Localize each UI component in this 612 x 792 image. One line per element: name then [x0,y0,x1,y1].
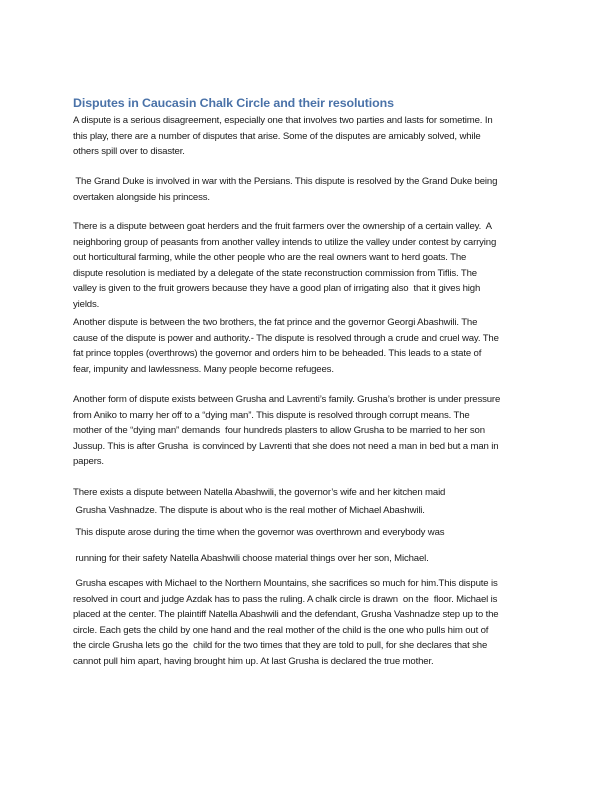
text-line: valley is given to the fruit growers because they have a good plan of irrigating also that it gives high [73,283,481,294]
text-line: Another dispute is between the two brothers, the fat prince and the governor Georgi Abashwili. The [73,317,478,328]
text-line: Grusha escapes with Michael to the Northern Mountains, she sacrifices so much for him.This dispute is [73,578,498,589]
text-line: dispute resolution is mediated by a delegate of the state reconstruction commission from Tiflis. The [73,267,477,279]
text-line: mother of the “dying man” demands four hundreds plasters to allow Grusha to be married to her son [73,425,485,436]
text-line: papers. [73,456,104,467]
text-line: out horticultural farming, while the other people who are the real owners want to herd goats. The [73,252,467,263]
text-line: This dispute arose during the time when the governor was overthrown and everybody was [73,527,445,538]
text-line: Jussup. This is after Grusha is convinced by Lavrenti that she does not need a man in bed but a man in [73,440,499,452]
text-line: fat prince topples (overthrows) the governor and orders him to be beheaded. This leads to a state of [73,348,482,359]
text-line: There exists a dispute between Natella Abashwili, the governor’s wife and her kitchen maid [73,487,446,498]
text-line: placed at the center. The plaintiff Natella Abashwili and the defendant, Grusha Vashnadze step up to the [73,609,499,620]
text-line: circle. Each gets the child by one hand and the real mother of the child is the one who pulls him out of [73,624,489,636]
text-line: this play, there are a number of disputes that arise. Some of the disputes are amicably solved, while [73,130,481,142]
text-line: the circle Grusha lets go the child for the two times that they are told to pull, for she declares that she [73,640,488,651]
text-line: Another form of dispute exists between Grusha and Lavrenti’s family. Grusha’s brother is under pressure [73,394,501,405]
text-line: from Aniko to marry her off to a “dying man”. This dispute is resolved through corrupt means. The [73,409,470,421]
text-line: resolved in court and judge Azdak has to pass the ruling. A chalk circle is drawn on the floor. Michael is [73,593,498,605]
text-line: The Grand Duke is involved in war with the Persians. This dispute is resolved by the Grand Duke being [73,176,498,187]
text-line: A dispute is a serious disagreement, especially one that involves two parties and lasts for sometime. In [73,115,493,126]
text-line: yields. [73,298,100,310]
text-line: cannot pull him apart, having brought him up. At last Grusha is declared the true mother. [73,655,434,667]
text-line: There is a dispute between goat herders and the fruit farmers over the ownership of a certain valley. A [73,221,492,232]
text-line: overtaken alongside his princess. [73,191,210,203]
text-line: Grusha Vashnadze. The dispute is about who is the real mother of Michael Abashwili. [73,505,425,516]
text-line: running for their safety Natella Abashwili choose material things over her son, Michael. [73,553,429,564]
text-line: cause of the dispute is power and authority.- The dispute is resolved through a crude and cruel way. The [73,332,499,344]
text-line: neighboring group of peasants from another valley intends to utilize the valley under contest by carrying [73,236,497,248]
document-title: Disputes in Caucasin Chalk Circle and their resolutions [73,96,394,110]
text-line: fear, impunity and lawlessness. Many people become refugees. [73,363,334,375]
text-line: others spill over to disaster. [73,146,185,157]
